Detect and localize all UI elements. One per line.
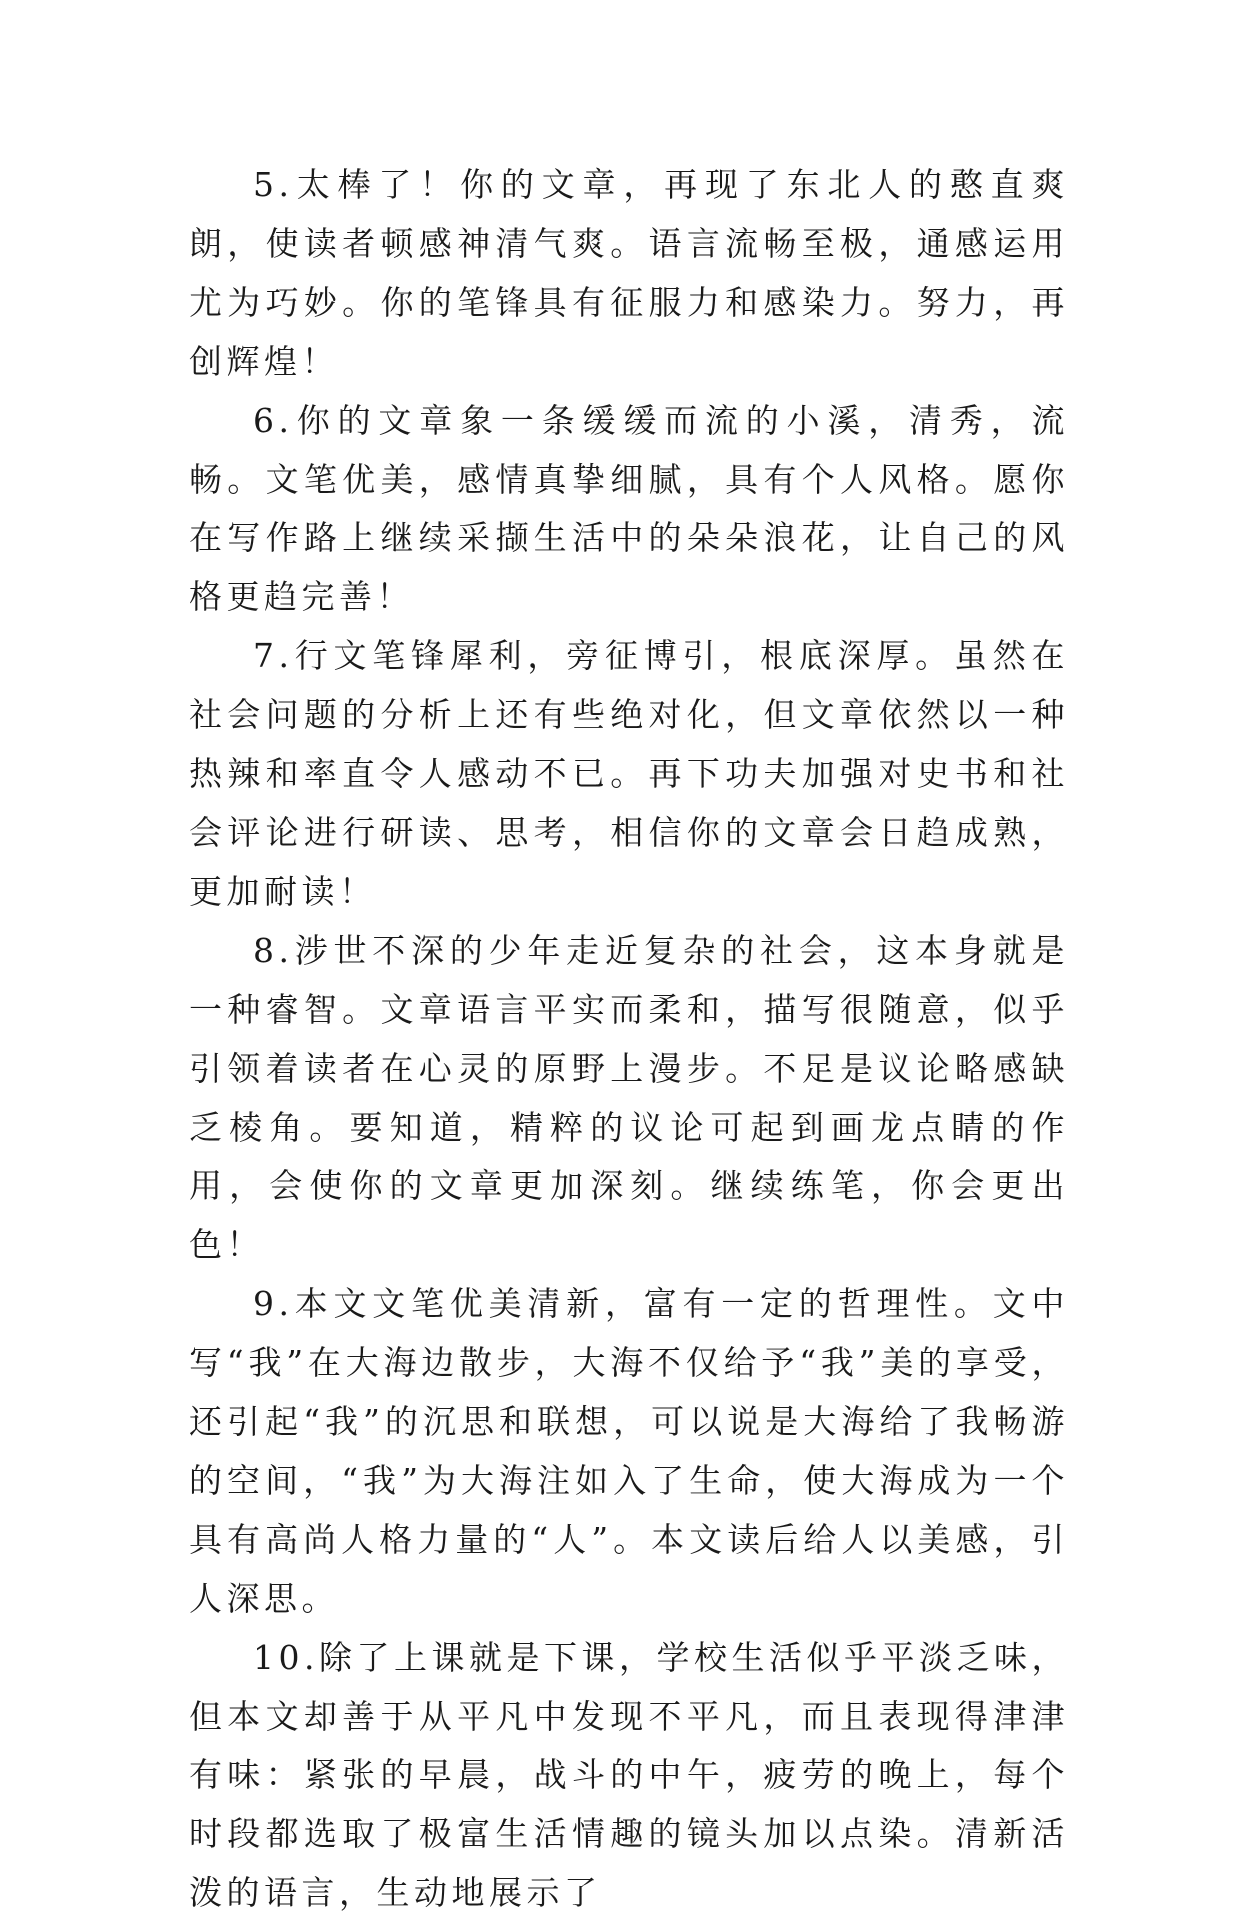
comment-paragraph-6: 6.你的文章象一条缓缓而流的小溪，清秀，流畅。文笔优美，感情真挚细腻，具有个人风格。愿你在写作路上继续采撷生活中的朵朵浪花，让自己的风格更趋完善！ [189, 400, 1069, 617]
comment-paragraph-10: 10.除了上课就是下课，学校生活似乎平淡乏味，但本文却善于从平凡中发现不平凡，而且表现得津津有味：紧张的早晨，战斗的中午，疲劳的晚上，每个时段都选取了极富生活情趣的镜头加以点染。清新活泼的语言，生动地展示了 [189, 1637, 1069, 1913]
comment-paragraph-7: 7.行文笔锋犀利，旁征博引，根底深厚。虽然在社会问题的分析上还有些绝对化，但文章依然以一种热辣和率直令人感动不已。再下功夫加强对史书和社会评论进行研读、思考，相信你的文章会日趋成熟，更加耐读！ [189, 636, 1069, 911]
comment-paragraph-8: 8.涉世不深的少年走近复杂的社会，这本身就是一种睿智。文章语言平实而柔和，描写很随意，似乎引领着读者在心灵的原野上漫步。不足是议论略感缺乏棱角。要知道，精粹的议论可起到画龙点睛的作用，会使你的文章更加深刻。继续练笔，你会更出色！ [189, 930, 1069, 1265]
document-body [189, 156, 1069, 1923]
comment-paragraph-9: 9.本文文笔优美清新，富有一定的哲理性。文中写“我”在大海边散步，大海不仅给予“我”美的享受，还引起“我”的沉思和联想，可以说是大海给了我畅游的空间，“我”为大海注如入了生命，使大海成为一个具有高尚人格力量的“人”。本文读后给人以美感，引人深思。 [189, 1284, 1069, 1618]
comment-paragraph-5: 5.太棒了！你的文章，再现了东北人的憨直爽朗，使读者顿感神清气爽。语言流畅至极，通感运用尤为巧妙。你的笔锋具有征服力和感染力。努力，再创辉煌！ [189, 165, 1069, 381]
